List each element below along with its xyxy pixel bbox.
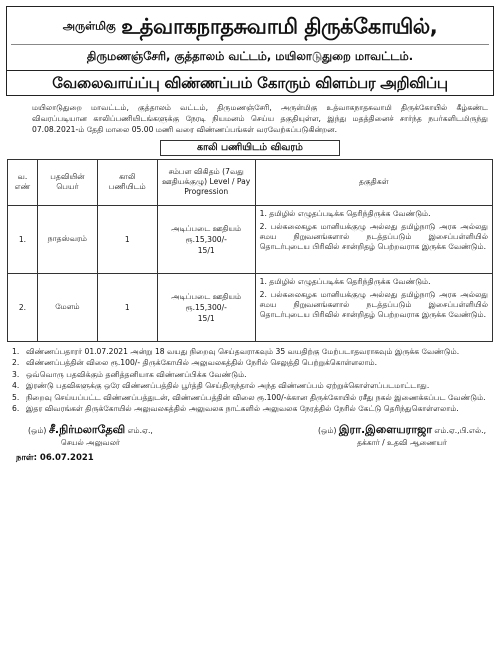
vacancy-table bbox=[7, 159, 493, 342]
list-item bbox=[12, 370, 488, 381]
signatory-role: செயல் அலுவலர் bbox=[60, 438, 120, 448]
temple-location: திருமணஞ்சேரி, குத்தாலம் வட்டம், மயிலாடுதுறை மாவட்டம். bbox=[11, 44, 489, 67]
conditions-list bbox=[6, 342, 494, 416]
list-item-text: இதர விவரங்கள் திருக்கோயில் அலுவலகத்தில் அலுவலக நாட்களில் அலுவலக நேரத்தில் நேரில் கேட்டு தெரிந்துகொள்ளலாம். bbox=[26, 404, 459, 414]
list-item-text: இரண்டு பதவிகளுக்கு ஒரே விண்ணப்பத்தில் பூர்த்தி செய்திருந்தால் அந்த விண்ணப்பம் ஏற்றுக்கொள்ளப்படமாட்டாது. bbox=[26, 381, 430, 391]
signature-executive-officer bbox=[28, 424, 153, 449]
cell-pay bbox=[157, 273, 255, 341]
col-vacancy: காலி பணியிடம் bbox=[97, 159, 157, 205]
header bbox=[6, 6, 494, 71]
table-row bbox=[8, 273, 493, 341]
col-pay: சம்பள விகிதம் (7வது ஊதியக்குழு) Level / Pay Progression bbox=[157, 159, 255, 205]
signatory-name: இரா.இளையராஜா bbox=[338, 423, 432, 437]
signature-prefix: (ஒம்) bbox=[28, 426, 47, 436]
table-row bbox=[8, 205, 493, 273]
qualification-item: 2. பல்கலைகழக மானியக்குழு அல்லது தமிழ்நாடு அரசு அல்லது சமய நிறுவனங்களால் நடத்தப்படும் இசைப்பள்ளியில் தொடர்புடைய பிரிவில் சான்றிதழ் பெற்றவராக இருக்க வேண்டும். bbox=[259, 289, 488, 319]
signature-prefix: (ஒம்) bbox=[318, 426, 337, 436]
cell-pay bbox=[157, 205, 255, 273]
pay-level: 15/1 bbox=[197, 313, 215, 323]
pay-amount: ரூ.15,300/- bbox=[185, 302, 227, 312]
temple-title bbox=[11, 11, 489, 42]
table-heading: காலி பணியிடம் விவரம் bbox=[160, 140, 340, 156]
pay-label: அடிப்படை ஊதியம் bbox=[171, 291, 242, 301]
list-item-text: நிறைவு செய்யப்பட்ட விண்ணப்பத்துடன், விண்ணப்பத்தின் விலை ரூ.100/-க்கான திருக்கோயில் ரசீது நகல் இணைக்கப்பட வேண்டும். bbox=[26, 392, 486, 402]
cell-vacancy: 1 bbox=[97, 205, 157, 273]
col-post: பதவியின் பெயர் bbox=[37, 159, 97, 205]
cell-post: நாதஸ்வரம் bbox=[37, 205, 97, 273]
list-item bbox=[12, 404, 488, 415]
signatory-name: சீ.நிர்மலாதேவி bbox=[48, 423, 126, 437]
list-item bbox=[12, 347, 488, 358]
col-sno: வ. எண் bbox=[8, 159, 38, 205]
signatory-degree: எம்.ஏ., bbox=[127, 426, 153, 436]
notice-banner: வேலைவாய்ப்பு விண்ணப்பம் கோரும் விளம்பர அறிவிப்பு bbox=[6, 71, 494, 96]
temple-name: உத்வாகநாதசுவாமி திருக்கோயில், bbox=[121, 14, 438, 39]
qualification-item: 1. தமிழில் எழுதப்படிக்க தெரிந்திருக்க வேண்டும். bbox=[259, 276, 431, 286]
table-header-row bbox=[8, 159, 493, 205]
cell-qualification bbox=[255, 205, 492, 273]
list-item-text: ஒவ்வொரு பதவிக்கும் தனித்தனியாக விண்ணப்பிக்க வேண்டும். bbox=[26, 369, 247, 379]
list-item-number: 3. bbox=[12, 369, 20, 379]
signature-block bbox=[6, 416, 494, 449]
intro-paragraph: மயிலாடுதுறை மாவட்டம், குத்தாலம் வட்டம், திருமணஞ்சேரி, அருள்மிகு உத்வாகநாதசுவாமி திருக்கோயில் கீழ்கண்ட விவரப்படியான காலிப்பணியிடங்களுக்கு நேரடி நியமனம் செய்ய தகுதியுள்ள, இந்து மதத்தினைச் சார்ந்த நபர்களிடமிருந்து 07.08.2021-ம் தேதி மாலை 05.00 மணி வரை விண்ணப்பங்கள் வரவேற்கப்படுகின்றன. bbox=[32, 102, 488, 134]
signature-assistant-commissioner bbox=[318, 424, 486, 449]
list-item bbox=[12, 358, 488, 369]
qualification-item: 1. தமிழில் எழுதப்படிக்க தெரிந்திருக்க வேண்டும். bbox=[259, 208, 431, 218]
pay-label: அடிப்படை ஊதியம் bbox=[171, 223, 242, 233]
list-item-number: 1. bbox=[12, 346, 20, 356]
list-item bbox=[12, 381, 488, 392]
qualification-item: 2. பல்கலைகழக மானியக்குழு அல்லது தமிழ்நாடு அரசு அல்லது சமய நிறுவனங்களால் நடத்தப்படும் இசைப்பள்ளியில் தொடர்புடைய பிரிவில் சான்றிதழ் பெற்றவராக இருக்க வேண்டும். bbox=[259, 221, 488, 251]
list-item-number: 5. bbox=[12, 392, 20, 402]
pay-level: 15/1 bbox=[197, 245, 215, 255]
notice-date: நாள்: 06.07.2021 bbox=[16, 453, 94, 464]
cell-sno: 1. bbox=[8, 205, 38, 273]
signatory-role: தக்கார் / உதவி ஆணையர் bbox=[357, 438, 447, 448]
pay-amount: ரூ.15,300/- bbox=[185, 234, 227, 244]
list-item-number: 4. bbox=[12, 381, 20, 391]
list-item-number: 2. bbox=[12, 358, 20, 368]
cell-vacancy: 1 bbox=[97, 273, 157, 341]
signatory-degree: எம்.ஏ.,பி.எல்., bbox=[434, 426, 486, 436]
cell-qualification bbox=[255, 273, 492, 341]
list-item-number: 6. bbox=[12, 404, 20, 414]
list-item-text: விண்ணப்பத்தின் விலை ரூ.100/- திருக்கோயில் அலுவலகத்தில் நேரில் செலுத்தி பெற்றுக்கொள்ளலாம். bbox=[26, 358, 378, 368]
cell-sno: 2. bbox=[8, 273, 38, 341]
list-item bbox=[12, 393, 488, 404]
cell-post: மேளம் bbox=[37, 273, 97, 341]
list-item-text: விண்ணப்பதாரர் 01.07.2021 அன்று 18 வயது நிறைவு செய்தவராகவும் 35 வயதிற்கு மேற்படாதவராகவும் இருக்க வேண்டும். bbox=[26, 346, 460, 356]
title-prefix: அருள்மிகு bbox=[62, 19, 116, 33]
col-qualification: தகுதிகள் bbox=[255, 159, 492, 205]
